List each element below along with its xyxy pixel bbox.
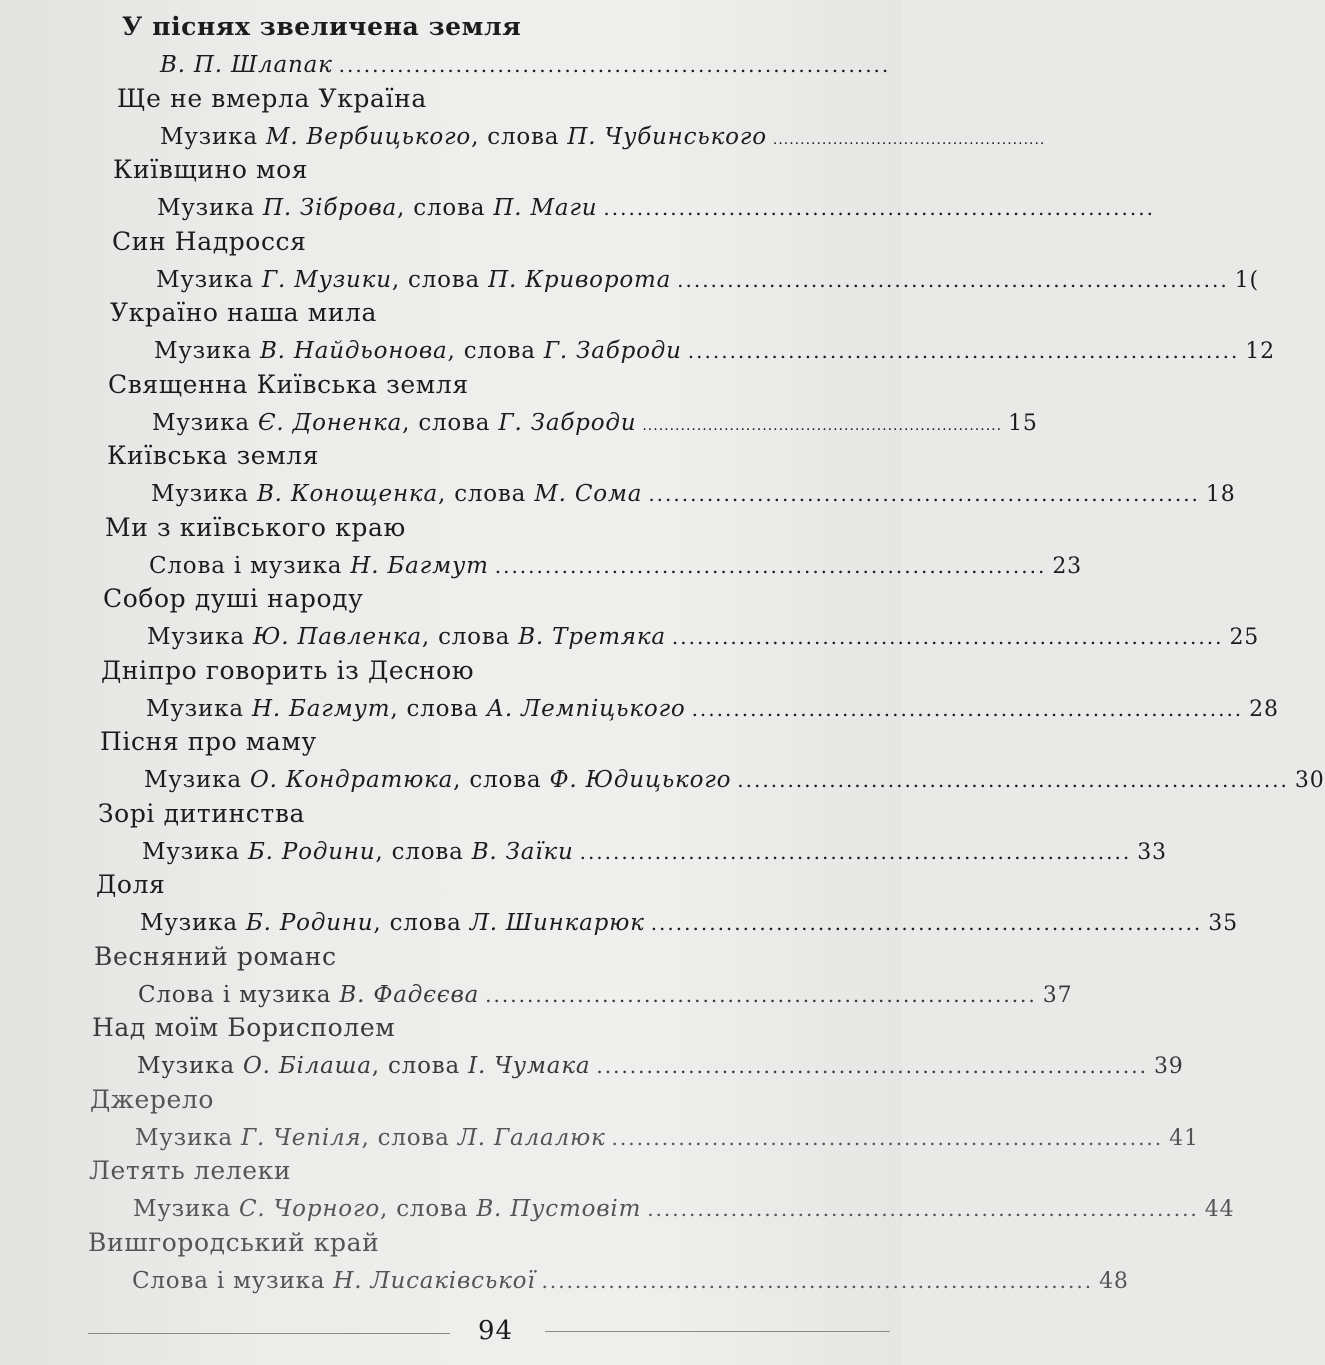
leader-dots: .................................................................. (671, 625, 1224, 649)
footer-rule-left (88, 1333, 450, 1334)
lyricist-name: І. Чумака (468, 1053, 591, 1079)
toc-entry (0, 798, 1167, 871)
page-number: 33 (1137, 839, 1167, 865)
leader-dots: .................................................................. (603, 196, 1155, 220)
song-title: Київська земля (107, 441, 320, 470)
page-number: 23 (1052, 553, 1082, 579)
leader-dots: .................................................................. (485, 982, 1037, 1007)
song-title: Собор душі народу (103, 584, 364, 613)
page-number: 25 (1229, 625, 1260, 650)
entry-credits (146, 695, 1279, 724)
credit-mid: , слова (397, 195, 494, 221)
author-name: В. П. Шлапак (160, 52, 333, 78)
page-number: 30 (1294, 768, 1325, 793)
lyricist-name: В. Заїки (471, 838, 574, 865)
song-title: Україно наша мила (110, 298, 378, 327)
song-title: Весняний романс (94, 941, 337, 971)
entry-credits (151, 481, 1236, 509)
credit-mid: , слова (373, 910, 470, 936)
page-number: 18 (1205, 482, 1236, 507)
entry-credits (138, 981, 1073, 1010)
song-title: Летять лелеки (89, 1156, 292, 1185)
entry-credits (149, 552, 1082, 581)
credit-prefix: Слова і музика (132, 1267, 334, 1294)
author-name: Н. Лисаківської (333, 1267, 536, 1294)
lyricist-name: Л. Галалюк (457, 1124, 606, 1151)
leader-dots: .................................................. (772, 131, 1046, 148)
lyricist-name: М. Сома (534, 481, 643, 507)
page-number: 1( (1234, 267, 1259, 293)
credit-prefix: Музика (140, 910, 246, 936)
entry-credits (154, 338, 1275, 366)
leader-dots: .................................................................. (737, 768, 1289, 792)
footer-page-number: 94 (478, 1316, 514, 1346)
toc-entry (0, 298, 1275, 370)
credit-mid: , слова (453, 767, 550, 793)
credit-mid: , слова (391, 266, 489, 293)
composer-name: Г. Музики (261, 266, 392, 293)
leader-dots: .................................................................. (648, 482, 1200, 506)
lyricist-name: Г. Заброди (543, 338, 682, 364)
credit-mid: , слова (437, 481, 535, 507)
page-number: 15 (1008, 410, 1038, 436)
song-title: Дніпро говорить із Десною (101, 655, 475, 685)
song-title: Доля (96, 870, 166, 899)
leader-dots: .................................................................. (642, 417, 1003, 434)
entry-credits (160, 123, 1046, 152)
credit-mid: , слова (371, 1053, 469, 1079)
credit-prefix: Музика (152, 409, 258, 436)
credit-prefix: Музика (147, 624, 253, 650)
toc-entry (0, 870, 1238, 942)
credit-mid: , слова (471, 123, 568, 150)
page-number: 35 (1208, 911, 1238, 936)
page-number: 44 (1204, 1197, 1235, 1222)
lyricist-name: Г. Заброди (498, 409, 637, 436)
lyricist-name: А. Лемпіцького (486, 695, 686, 722)
author-name: Н. Багмут (350, 552, 489, 579)
credit-prefix: Музика (156, 266, 262, 293)
lyricist-name: П. Чубинського (567, 123, 767, 150)
author-name: В. Фадєєва (339, 981, 480, 1008)
composer-name: О. Білаша (242, 1053, 372, 1079)
page-footer (0, 1316, 902, 1356)
credit-prefix: Слова і музика (149, 552, 351, 579)
song-title: Вишгородський край (88, 1227, 380, 1257)
composer-name: Є. Доненка (257, 409, 403, 436)
lyricist-name: В. Пустовіт (476, 1196, 642, 1222)
leader-dots: .................................................................. (579, 839, 1132, 864)
composer-name: В. Конощенка (256, 481, 438, 507)
lyricist-name: П. Криворота (488, 266, 672, 293)
page-number: 41 (1169, 1125, 1199, 1151)
credit-prefix: Музика (142, 838, 248, 865)
leader-dots: .................................................................. (596, 1054, 1148, 1078)
toc-entry (0, 584, 1260, 656)
toc-entry (0, 941, 1073, 1014)
credit-prefix: Музика (144, 767, 250, 793)
credit-mid: , слова (361, 1124, 458, 1151)
page-number: 12 (1245, 339, 1275, 364)
lyricist-name: Л. Шинкарюк (469, 910, 645, 936)
song-title: Ми з київського краю (105, 512, 406, 542)
lyricist-name: Ф. Юдицького (549, 767, 732, 793)
song-title: Син Надросся (112, 226, 307, 256)
toc-entry (0, 226, 1259, 299)
toc-entry (0, 1156, 1235, 1228)
credit-prefix: Музика (154, 338, 260, 364)
composer-name: Б. Родини (245, 910, 374, 936)
credit-prefix: Музика (137, 1053, 243, 1079)
entry-credits (133, 1196, 1235, 1224)
table-of-contents (0, 12, 1325, 1299)
page-number: 28 (1249, 696, 1279, 722)
song-title: Зорі дитинства (98, 798, 305, 828)
page-number: 48 (1099, 1268, 1129, 1294)
composer-name: Ю. Павленка (252, 624, 422, 650)
leader-dots: .................................................................. (677, 267, 1229, 292)
credit-prefix: Музика (146, 695, 252, 722)
song-title: Ще не вмерла Україна (117, 83, 427, 113)
toc-entry (0, 727, 1325, 799)
composer-name: Н. Багмут (251, 695, 391, 722)
composer-name: Б. Родини (247, 838, 376, 865)
page-number: 39 (1153, 1054, 1184, 1079)
section-title: У піснях звеличена земля (122, 12, 522, 41)
credit-mid: , слова (375, 838, 472, 865)
song-title: Київщино моя (113, 155, 309, 184)
credit-mid: , слова (447, 338, 544, 364)
composer-name: Г. Чепіля (240, 1124, 362, 1151)
leader-dots: .................................................................. (647, 1197, 1199, 1221)
credit-prefix: Слова і музика (138, 981, 340, 1008)
song-title: Пісня про маму (100, 727, 317, 756)
entry-credits (147, 624, 1260, 652)
credit-mid: , слова (380, 1196, 477, 1222)
lyricist-name: П. Маги (493, 195, 598, 221)
credit-mid: , слова (421, 624, 519, 650)
credit-prefix: Музика (135, 1124, 241, 1151)
toc-entry (0, 441, 1236, 513)
credit-prefix: Музика (157, 195, 263, 221)
leader-dots: .................................................................. (691, 696, 1244, 721)
leader-dots: .................................................................. (338, 53, 891, 77)
credit-prefix: Музика (160, 123, 266, 150)
entry-credits (160, 52, 891, 80)
lyricist-name: В. Третяка (518, 624, 666, 650)
toc-entry (0, 1227, 1129, 1300)
credit-mid: , слова (390, 695, 487, 722)
entry-credits (140, 910, 1238, 938)
entry-credits (152, 409, 1038, 438)
entry-credits (132, 1267, 1129, 1296)
credit-mid: , слова (402, 409, 499, 436)
leader-dots: .................................................................. (611, 1125, 1164, 1150)
credit-prefix: Музика (133, 1196, 239, 1222)
toc-entry (0, 12, 902, 84)
leader-dots: .................................................................. (494, 553, 1047, 578)
toc-entry (0, 1013, 1184, 1085)
composer-name: С. Чорного (238, 1196, 381, 1222)
entry-credits (137, 1053, 1184, 1081)
song-title: Над моїм Борисполем (92, 1013, 396, 1042)
page-number: 37 (1042, 982, 1073, 1008)
toc-entry (0, 512, 1082, 585)
toc-entry (0, 155, 1155, 227)
leader-dots: .................................................................. (687, 339, 1240, 363)
toc-entry (0, 1084, 1199, 1157)
song-title: Священна Київська земля (108, 369, 469, 399)
leader-dots: .................................................................. (541, 1268, 1094, 1293)
toc-entry (0, 655, 1279, 728)
composer-name: П. Зіброва (262, 195, 398, 221)
composer-name: М. Вербицького (265, 123, 472, 150)
leader-dots: .................................................................. (650, 911, 1203, 935)
entry-credits (157, 195, 1155, 223)
toc-entry (0, 369, 1038, 442)
toc-entry (0, 83, 1046, 156)
song-title: Джерело (90, 1084, 215, 1114)
credit-prefix: Музика (151, 481, 257, 507)
entry-credits (156, 266, 1259, 295)
composer-name: В. Найдьонова (259, 338, 448, 364)
entry-credits (144, 767, 1325, 795)
composer-name: О. Кондратюка (249, 767, 454, 793)
footer-rule-right (545, 1331, 890, 1332)
entry-credits (135, 1124, 1199, 1153)
entry-credits (142, 838, 1167, 867)
